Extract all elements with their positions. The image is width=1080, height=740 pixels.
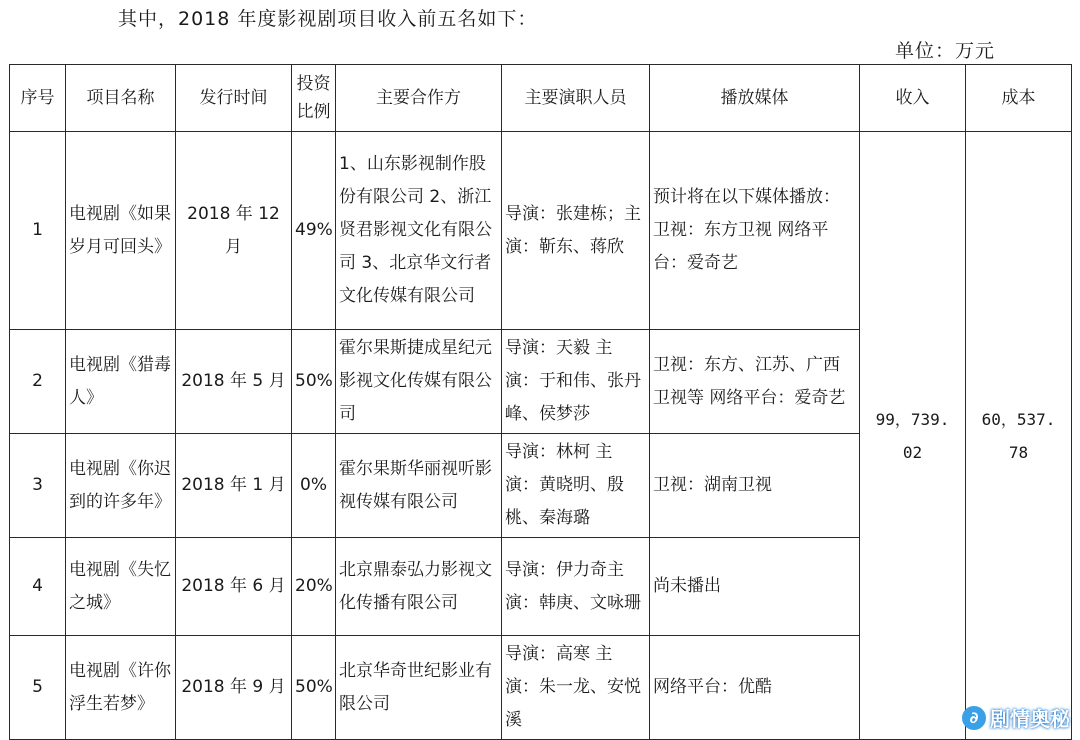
row-ratio: 50% — [292, 636, 336, 740]
row-date: 2018 年 5 月 — [176, 330, 292, 434]
watermark-text: 剧情奥秘 — [990, 707, 1070, 731]
row-ratio: 0% — [292, 434, 336, 538]
row-media: 卫视：湖南卫视 — [650, 434, 860, 538]
header-no: 序号 — [10, 65, 66, 132]
header-partner: 主要合作方 — [336, 65, 502, 132]
header-media: 播放媒体 — [650, 65, 860, 132]
row-partner: 北京华奇世纪影业有限公司 — [336, 636, 502, 740]
row-no: 4 — [10, 538, 66, 636]
header-cost: 成本 — [966, 65, 1072, 132]
row-media: 网络平台：优酷 — [650, 636, 860, 740]
row-cast: 导演：高寒 主演：朱一龙、安悦溪 — [502, 636, 650, 740]
header-revenue: 收入 — [860, 65, 966, 132]
row-name: 电视剧《猎毒人》 — [66, 330, 176, 434]
intro-text: 其中，2018 年度影视剧项目收入前五名如下： — [118, 8, 538, 30]
row-cast: 导演：伊力奇主演：韩庚、文咏珊 — [502, 538, 650, 636]
row-name: 电视剧《如果岁月可回头》 — [66, 132, 176, 330]
row-media: 尚未播出 — [650, 538, 860, 636]
unit-label: 单位：万元 — [895, 40, 996, 62]
row-cast: 导演：林柯 主演：黄晓明、殷桃、秦海璐 — [502, 434, 650, 538]
total-revenue: 99，739. 02 — [860, 132, 966, 740]
row-name: 电视剧《你迟到的许多年》 — [66, 434, 176, 538]
row-date: 2018 年 1 月 — [176, 434, 292, 538]
row-ratio: 50% — [292, 330, 336, 434]
row-no: 3 — [10, 434, 66, 538]
row-media: 预计将在以下媒体播放：卫视：东方卫视 网络平台：爱奇艺 — [650, 132, 860, 330]
row-partner: 北京鼎泰弘力影视文化传播有限公司 — [336, 538, 502, 636]
table-row — [10, 132, 1072, 330]
row-partner: 1、山东影视制作股份有限公司 2、浙江贤君影视文化有限公司 3、北京华文行者文化传媒有限公司 — [336, 132, 502, 330]
table-header-row — [10, 65, 1072, 132]
row-cast: 导演：天毅 主演：于和伟、张丹峰、侯梦莎 — [502, 330, 650, 434]
row-ratio: 49% — [292, 132, 336, 330]
row-no: 1 — [10, 132, 66, 330]
row-date: 2018 年 6 月 — [176, 538, 292, 636]
row-name: 电视剧《许你浮生若梦》 — [66, 636, 176, 740]
total-cost: 60，537. 78 — [966, 132, 1072, 740]
revenue-table — [9, 64, 1072, 740]
brand-logo-icon: ∂ — [962, 706, 986, 730]
row-no: 2 — [10, 330, 66, 434]
header-name: 项目名称 — [66, 65, 176, 132]
row-media: 卫视：东方、江苏、广西卫视等 网络平台：爱奇艺 — [650, 330, 860, 434]
row-cast: 导演：张建栋；主演：靳东、蒋欣 — [502, 132, 650, 330]
watermark — [962, 703, 1070, 732]
row-no: 5 — [10, 636, 66, 740]
header-ratio: 投资比例 — [292, 65, 336, 132]
row-date: 2018 年 12 月 — [176, 132, 292, 330]
row-ratio: 20% — [292, 538, 336, 636]
header-date: 发行时间 — [176, 65, 292, 132]
header-cast: 主要演职人员 — [502, 65, 650, 132]
row-date: 2018 年 9 月 — [176, 636, 292, 740]
row-partner: 霍尔果斯华丽视听影视传媒有限公司 — [336, 434, 502, 538]
row-partner: 霍尔果斯捷成星纪元影视文化传媒有限公司 — [336, 330, 502, 434]
row-name: 电视剧《失忆之城》 — [66, 538, 176, 636]
